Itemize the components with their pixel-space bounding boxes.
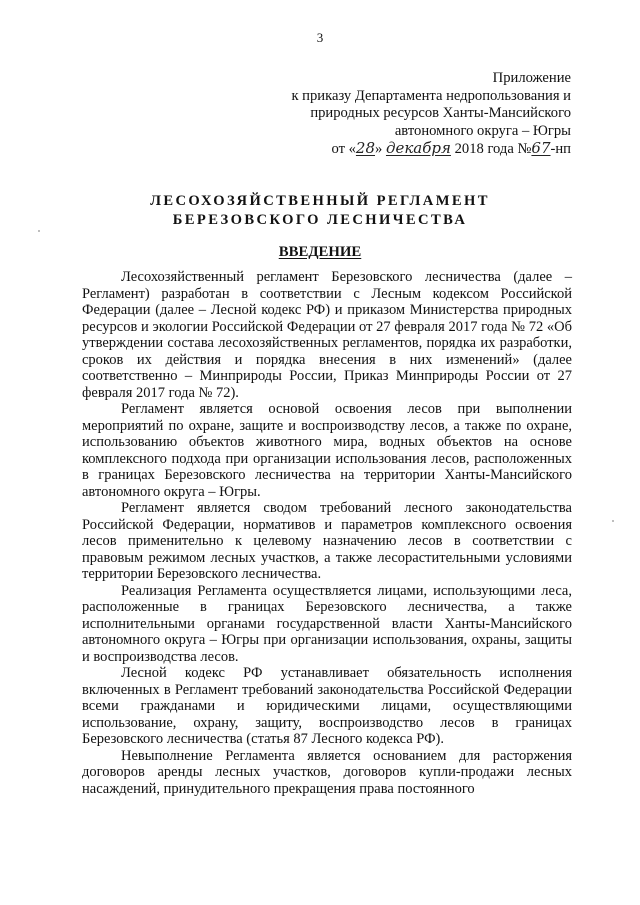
body-text: [82, 269, 572, 797]
appendix-order-line: к приказу Департамента недропользования и: [291, 87, 571, 104]
paragraph: Лесохозяйственный регламент Березовского лесничества (далее – Регламент) разработан в соответствии с Лесным кодексом Российской Федерации (далее – Лесной кодекс РФ) и приказом Министерства природных ресурсов и экологии Российской Федерации от 27 февраля 2017 года № 72 «Об утверждении состава лесохозяйственных регламентов, порядка их разработки, сроков их действия и порядка внесения в них изменений» (далее соответственно – Минприроды России, Приказ Минприроды России от 27 февраля 2017 года № 72).: [82, 269, 572, 401]
paragraph: Регламент является сводом требований лесного законодательства Российской Федерации, нормативов и параметров комплексного освоения лесов применительно к целевому назначению лесов в соответствии с правовым режимом лесных участков, а также лесорастительными условиями территории Березовского лесничества.: [82, 500, 572, 582]
paragraph: Регламент является основой освоения лесов при выполнении мероприятий по охране, защите и воспроизводству лесов, а также по охране, использованию объектов животного мира, водных объектов на основе комплексного подхода при организации использования лесов, расположенных в границах Березовского лесничества на территории Ханты-Мансийского автономного округа – Югры.: [82, 401, 572, 500]
date-mid: »: [375, 141, 386, 157]
appendix-label: Приложение: [492, 70, 571, 86]
page-number: 3: [316, 30, 324, 45]
title-line-2: БЕРЕЗОВСКОГО ЛЕСНИЧЕСТВА: [172, 212, 468, 228]
order-suffix: -нп: [550, 141, 571, 157]
scan-speck: [38, 230, 40, 232]
handwritten-month: декабря: [385, 139, 451, 157]
handwritten-day: 28: [355, 139, 376, 157]
paragraph: Лесной кодекс РФ устанавливает обязательность исполнения включенных в Регламент требований законодательства Российской Федерации всеми гражданами и юридическими лицами, осуществляющими использование, охрану, защиту, воспроизводство лесов в границах Березовского лесничества (статья 87 Лесного кодекса РФ).: [82, 665, 572, 747]
appendix-date-line: [231, 140, 571, 159]
title-line-1: ЛЕСОХОЗЯЙСТВЕННЫЙ РЕГЛАМЕНТ: [150, 193, 490, 209]
paragraph: Невыполнение Регламента является основанием для расторжения договоров аренды лесных участков, договоров купли-продажи лесных насаждений, принудительного прекращения права постоянного: [82, 747, 572, 797]
appendix-region-line: автономного округа – Югры: [394, 122, 571, 139]
date-prefix: от «: [331, 141, 356, 157]
paragraph: Реализация Регламента осуществляется лицами, использующими леса, расположенные в границах Березовского лесничества, а также исполнительными органами государственной власти Ханты-Мансийского автономного округа – Югры при организации использования, охраны, защиты и воспроизводства лесов.: [82, 582, 572, 665]
appendix-department-line: природных ресурсов Ханты-Мансийского: [310, 105, 571, 121]
date-year: 2018 года №: [450, 141, 532, 157]
document-title: [0, 192, 640, 230]
scan-speck: [612, 520, 614, 522]
handwritten-order-number: 67: [531, 139, 551, 157]
section-heading: ВВЕДЕНИЕ: [278, 244, 362, 260]
appendix-block: [231, 70, 571, 159]
